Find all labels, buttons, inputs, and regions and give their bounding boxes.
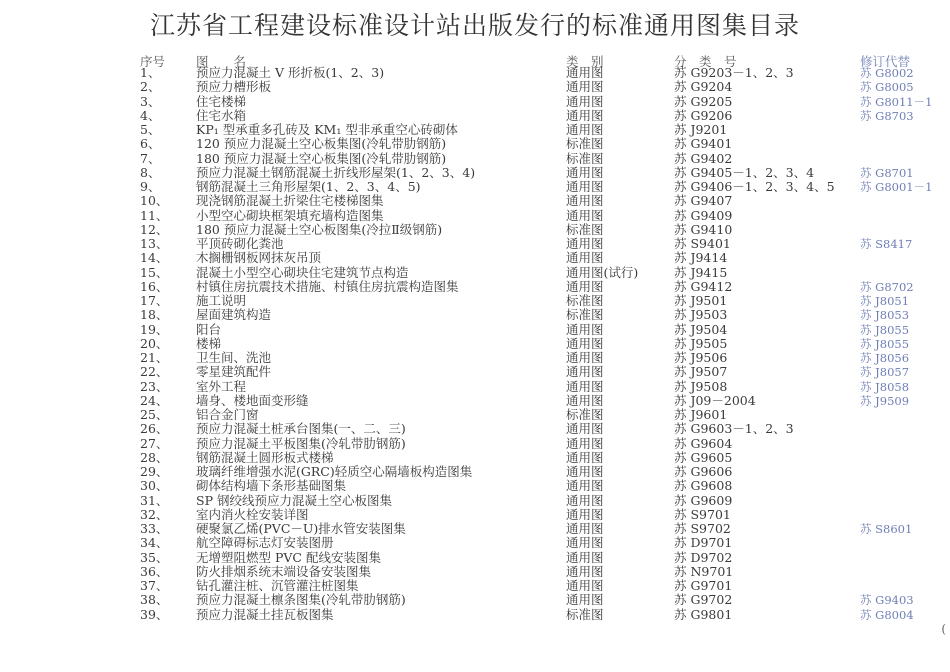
row-title: 预应力混凝土桩承台图集(一、二、三) [196,421,406,437]
row-title: 玻璃纤维增强水泥(GRC)轻质空心隔墙板构造图集 [196,464,473,479]
table-row [0,437,950,451]
table-row [0,294,950,308]
row-code: 苏 S9701 [674,506,731,522]
row-number: 11、 [140,207,169,223]
row-revision: 苏 G8005 [860,80,914,95]
row-category: 通用图 [566,321,604,337]
row-category: 通用图 [566,592,604,608]
header-revision: 修订代替 [860,54,911,69]
row-code: 苏 G9410 [674,221,733,237]
row-title: 现浇钢筋混凝土折梁住宅楼梯图集 [196,193,384,209]
table-row [0,508,950,522]
row-code: 苏 J9508 [674,378,728,394]
row-code: 苏 J9506 [674,350,728,365]
row-number: 30、 [140,478,169,494]
table-row [0,608,950,622]
table-row [0,166,950,180]
row-title: 住宅水箱 [196,107,247,123]
row-category: 标准图 [566,221,604,237]
table-row [0,209,950,223]
row-revision: 苏 G8011－1 [860,94,933,109]
row-number: 16、 [140,278,169,294]
table-row [0,194,950,208]
table-row [0,465,950,479]
page-title: 江苏省工程建设标准设计站出版发行的标准通用图集目录 [149,11,800,40]
row-code: 苏 G9609 [674,492,733,508]
row-category: 标准图 [566,407,604,422]
row-title: SP 钢绞线预应力混凝土空心板图集 [196,492,392,508]
row-category: 通用图 [566,79,604,95]
row-code: 苏 J9504 [674,321,728,337]
table-row [0,66,950,80]
row-revision: 苏 G8004 [860,607,914,622]
row-title: 住宅楼梯 [196,93,247,109]
row-category: 通用图 [566,578,604,593]
row-number: 7、 [140,150,161,166]
row-number: 34、 [140,535,169,551]
row-code: 苏 G9701 [674,578,733,593]
row-code: 苏 D9701 [674,535,733,551]
row-category: 通用图 [566,179,604,194]
row-code: 苏 G9702 [674,592,733,608]
row-code: 苏 J9601 [674,407,728,422]
table-row [0,109,950,123]
row-code: 苏 G9407 [674,193,733,209]
row-revision: 苏 G8703 [860,108,914,123]
row-revision: 苏 S8417 [860,237,913,251]
row-revision: 苏 G9403 [860,593,914,608]
row-number: 14、 [140,250,169,266]
row-category: 通用图 [566,193,604,209]
row-number: 17、 [140,293,169,308]
row-number: 6、 [140,136,161,152]
row-number: 18、 [140,307,169,323]
row-code: 苏 G9204 [674,79,733,95]
row-title: 木搁栅钢板网抹灰吊顶 [196,250,322,266]
row-title: 预应力槽形板 [196,79,272,95]
table-row [0,422,950,436]
header-type: 类 别 [566,54,604,69]
row-code: 苏 G9409 [674,207,733,223]
table-row [0,451,950,465]
row-title: 预应力混凝土 V 形折板(1、2、3) [196,65,385,80]
row-title: 钢筋混凝土三角形屋架(1、2、3、4、5) [196,179,421,194]
row-title: 预应力混凝土平板图集(冷轧带肋钢筋) [196,435,406,451]
row-number: 24、 [140,392,169,408]
row-category: 标准图 [566,136,604,152]
row-revision: 苏 J8057 [860,365,910,380]
table-row [0,380,950,394]
row-revision: 苏 J8053 [860,308,910,323]
table-row [0,408,950,422]
row-number: 27、 [140,435,169,451]
row-category: 通用图 [566,364,604,380]
table-row [0,80,950,94]
row-number: 26、 [140,421,169,437]
row-category: 通用图 [566,250,604,266]
header-code: 分 类 号 [674,54,737,69]
row-revision: 苏 G8702 [860,279,914,294]
row-category: 通用图 [566,563,604,579]
row-category: 通用图 [566,350,604,365]
row-code: 苏 G9402 [674,150,733,166]
table-row [0,152,950,166]
row-code: 苏 J9414 [674,250,728,266]
row-code: 苏 D9702 [674,549,733,565]
row-category: 通用图 [566,107,604,123]
row-title: 楼梯 [196,335,222,351]
row-revision: 苏 J8056 [860,351,910,365]
row-category: 通用图 [566,378,604,394]
row-number: 25、 [140,407,169,422]
row-category: 通用图 [566,335,604,351]
table-row [0,237,950,251]
row-title: 村镇住房抗震技术措施、村镇住房抗震构造图集 [196,278,459,294]
row-title: 预应力混凝土挂瓦板图集 [196,606,334,622]
table-row [0,365,950,379]
row-category: 通用图 [566,236,604,251]
row-code: 苏 J9201 [674,122,728,137]
row-title: 室外工程 [196,378,247,394]
row-title: 防火排烟系统末端设备安装图集 [196,563,372,579]
row-title: 墙身、楼地面变形缝 [196,392,309,408]
row-title: 预应力混凝土檩条图集(冷轧带肋钢筋) [196,592,406,608]
row-number: 19、 [140,321,169,337]
table-row [0,180,950,194]
row-category: 通用图 [566,492,604,508]
row-number: 9、 [140,179,161,194]
row-category: 通用图 [566,93,604,109]
row-number: 1、 [140,65,161,80]
row-category: 通用图 [566,506,604,522]
row-title: 卫生间、洗池 [196,350,272,365]
table-row [0,266,950,280]
table-row [0,351,950,365]
row-category: 标准图 [566,150,604,166]
table-row [0,394,950,408]
row-title: 室内消火栓安装详图 [196,506,309,522]
row-category: 通用图 [566,65,604,80]
row-number: 12、 [140,221,169,237]
row-code: 苏 G9412 [674,278,733,294]
row-number: 4、 [140,107,161,123]
row-title: 阳台 [196,321,222,337]
row-title: 钻孔灌注桩、沉管灌注桩图集 [196,578,359,593]
row-category: 通用图 [566,421,604,437]
row-code: 苏 J9505 [674,335,728,351]
table-row [0,536,950,550]
table-row [0,579,950,593]
table-row [0,337,950,351]
row-revision: 苏 J8058 [860,379,910,394]
row-title: 屋面建筑构造 [196,307,272,323]
row-number: 21、 [140,350,169,365]
row-code: 苏 G9205 [674,93,733,109]
table-row [0,565,950,579]
row-number: 35、 [140,549,169,565]
row-code: 苏 J9507 [674,364,728,380]
row-code: 苏 G9608 [674,478,733,494]
row-category: 通用图 [566,478,604,494]
row-code: 苏 G9206 [674,107,733,123]
row-code: 苏 G9401 [674,136,733,152]
row-number: 37、 [140,578,169,593]
row-title: 平顶砖砌化粪池 [196,236,284,251]
row-category: 通用图 [566,207,604,223]
row-code: 苏 G9603－1、2、3 [674,421,794,437]
row-code: 苏 J09－2004 [674,392,756,408]
row-number: 36、 [140,563,169,579]
row-revision: 苏 J8051 [860,294,910,308]
row-number: 15、 [140,264,169,280]
table-row [0,280,950,294]
row-title: 180 预应力混凝土空心板集图(冷轧带肋钢筋) [196,150,447,166]
table-row [0,551,950,565]
row-number: 28、 [140,449,169,465]
row-category: 通用图 [566,164,604,180]
table-row [0,593,950,607]
table-row [0,95,950,109]
row-category: 标准图 [566,307,604,323]
row-number: 33、 [140,521,169,536]
row-code: 苏 S9702 [674,521,731,536]
row-title: 无增塑阻燃型 PVC 配线安装图集 [196,549,381,565]
row-title: 钢筋混凝土圆形板式楼梯 [196,449,334,465]
row-number: 5、 [140,122,161,137]
row-category: 通用图 [566,449,604,465]
row-title: 铝合金门窗 [196,407,259,422]
table-row [0,223,950,237]
row-code: 苏 G9801 [674,606,733,622]
row-code: 苏 N9701 [674,563,734,579]
row-title: 施工说明 [196,293,247,308]
row-number: 22、 [140,364,169,380]
row-number: 29、 [140,464,169,479]
row-title: 180 预应力混凝土空心板图集(冷拉Ⅱ级钢筋) [196,221,443,237]
row-title: 零星建筑配件 [196,364,272,380]
row-revision: 苏 J9509 [860,393,910,408]
table-row [0,137,950,151]
row-category: 通用图 [566,464,604,479]
header-name: 图 名 [196,54,247,69]
table-row [0,479,950,493]
row-code: 苏 G9605 [674,449,733,465]
row-category: 通用图 [566,392,604,408]
row-number: 8、 [140,164,161,180]
table-row [0,308,950,322]
row-title: 预应力混凝土钢筋混凝土折线形屋架(1、2、3、4) [196,164,476,180]
row-number: 31、 [140,492,169,508]
row-title: 硬聚氯乙烯(PVC－U)排水管安装图集 [196,521,406,536]
table-row [0,251,950,265]
row-category: 通用图 [566,278,604,294]
row-title: 小型空心砌块框架填充墙构造图集 [196,207,384,223]
row-code: 苏 J9503 [674,307,728,323]
row-number: 39、 [140,606,169,622]
row-title: 航空障碍标志灯安装图册 [196,535,334,551]
catalog-list [0,66,950,622]
row-code: 苏 G9406－1、2、3、4、5 [674,179,835,194]
table-row [0,323,950,337]
row-code: 苏 G9606 [674,464,733,479]
corner-mark: ( [941,622,946,636]
row-number: 13、 [140,236,169,251]
row-number: 20、 [140,335,169,351]
table-row [0,123,950,137]
row-number: 38、 [140,592,169,608]
row-revision: 苏 G8701 [860,165,914,180]
row-code: 苏 S9401 [674,236,731,251]
row-title: 砌体结构墙下条形基础图集 [196,478,347,494]
row-revision: 苏 S8601 [860,522,913,536]
row-category: 通用图 [566,521,604,536]
row-category: 通用图(试行) [566,264,639,280]
row-category: 标准图 [566,293,604,308]
table-row [0,522,950,536]
row-revision: 苏 J8055 [860,336,910,351]
row-code: 苏 G9203－1、2、3 [674,65,794,80]
row-code: 苏 J9501 [674,293,728,308]
row-category: 通用图 [566,549,604,565]
row-revision: 苏 J8055 [860,322,910,337]
row-number: 3、 [140,93,161,109]
row-title: 混凝土小型空心砌块住宅建筑节点构造 [196,264,409,280]
row-number: 23、 [140,378,169,394]
header-no: 序号 [140,54,166,69]
row-category: 标准图 [566,606,604,622]
row-number: 10、 [140,193,169,209]
row-category: 通用图 [566,122,604,137]
row-code: 苏 G9604 [674,435,733,451]
row-number: 32、 [140,506,169,522]
row-category: 通用图 [566,435,604,451]
row-title: 120 预应力混凝土空心板集图(冷轧带肋钢筋) [196,136,447,152]
table-row [0,494,950,508]
row-revision: 苏 G8002 [860,66,914,80]
row-revision: 苏 G8001－1 [860,180,933,194]
row-number: 2、 [140,79,161,95]
row-category: 通用图 [566,535,604,551]
row-code: 苏 J9415 [674,264,728,280]
row-title: KP₁ 型承重多孔砖及 KM₁ 型非承重空心砖砌体 [196,122,458,137]
row-code: 苏 G9405－1、2、3、4 [674,164,815,180]
